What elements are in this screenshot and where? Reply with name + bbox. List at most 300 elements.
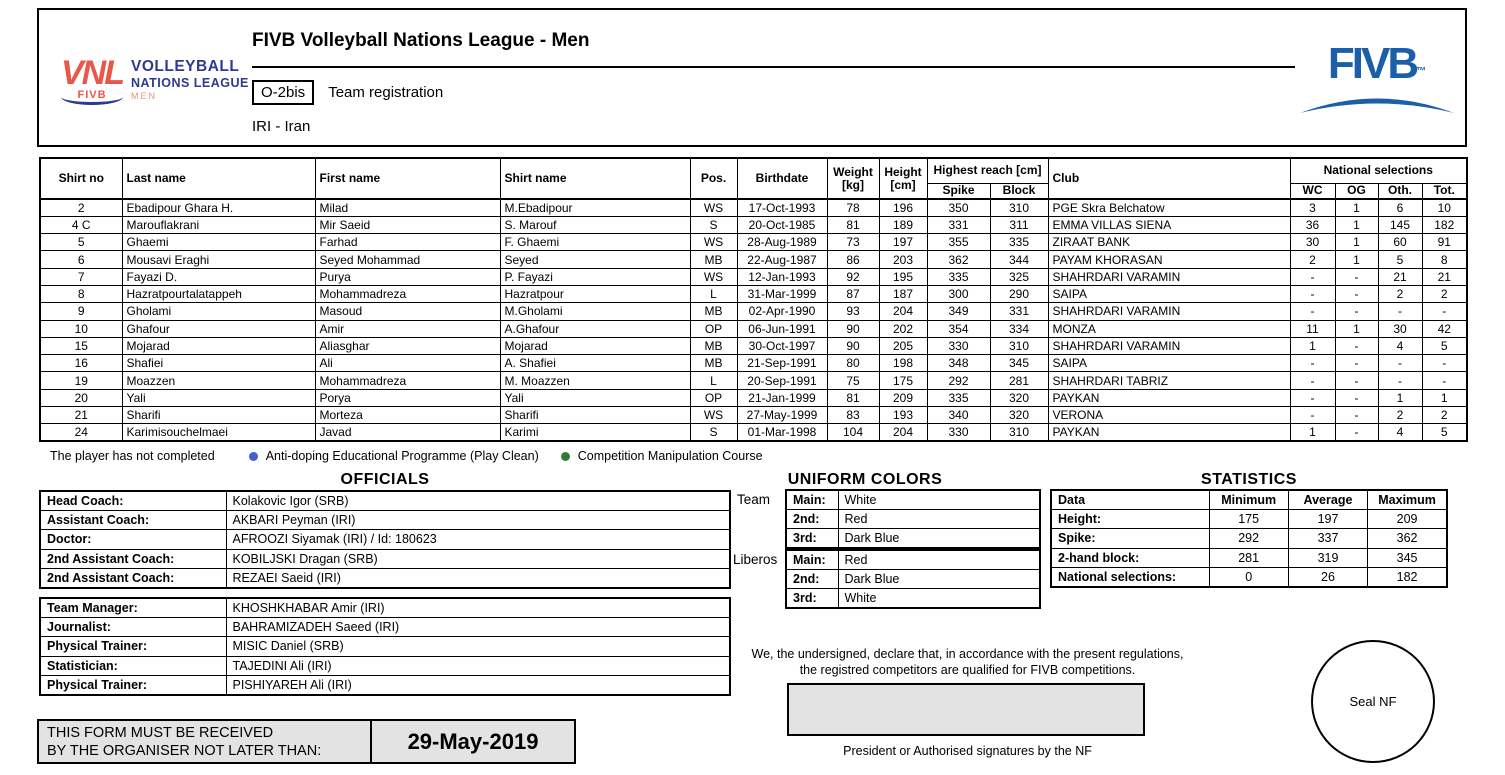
table-cell: 8 <box>1422 251 1467 268</box>
table-cell: 1 <box>1290 424 1335 441</box>
table-cell: Statistician: <box>40 656 226 675</box>
statistics-title: STATISTICS <box>1201 471 1297 488</box>
vnl-mark-icon: VNL <box>61 54 123 92</box>
table-cell: 81 <box>827 389 879 406</box>
table-cell: Hazratpour <box>500 285 690 302</box>
table-cell: 349 <box>927 303 990 320</box>
table-cell: 27-May-1999 <box>737 407 827 424</box>
table-cell: White <box>838 589 1040 608</box>
table-cell: MONZA <box>1048 320 1290 337</box>
table-row <box>40 617 730 636</box>
col-shirt-no: Shirt no <box>40 158 122 199</box>
table-row <box>786 550 1040 569</box>
declaration-text <box>735 646 1200 678</box>
table-cell: Team Manager: <box>40 598 226 617</box>
table-cell: Ghaemi <box>122 234 315 251</box>
table-cell: 3rd: <box>786 529 838 548</box>
table-cell: 12-Jan-1993 <box>737 268 827 285</box>
table-cell: Karimisouchelmaei <box>122 424 315 441</box>
table-cell: BAHRAMIZADEH Saeed (IRI) <box>226 617 730 636</box>
table-row <box>40 389 1467 406</box>
table-cell: - <box>1422 372 1467 389</box>
table-cell: 320 <box>990 407 1048 424</box>
statistics-tbody <box>1051 509 1447 587</box>
col-national-selections: National selections <box>1290 158 1467 183</box>
team-uniform-label: Team <box>737 492 771 507</box>
table-cell: 90 <box>827 320 879 337</box>
table-cell: 02-Apr-1990 <box>737 303 827 320</box>
table-cell: - <box>1335 337 1378 354</box>
table-cell: OP <box>690 320 737 337</box>
table-cell: 320 <box>990 389 1048 406</box>
table-cell: 5 <box>40 234 122 251</box>
table-cell: 21-Sep-1991 <box>737 355 827 372</box>
table-cell: - <box>1290 407 1335 424</box>
table-cell: Javad <box>315 424 500 441</box>
table-cell: Assistant Coach: <box>40 510 226 529</box>
table-cell: 330 <box>927 424 990 441</box>
table-row <box>786 490 1040 509</box>
table-cell: 1 <box>1290 337 1335 354</box>
table-cell: SAIPA <box>1048 355 1290 372</box>
table-cell: Yali <box>122 389 315 406</box>
table-cell: 91 <box>1422 234 1467 251</box>
table-cell: 6 <box>1378 199 1422 216</box>
table-row <box>40 234 1467 251</box>
table-cell: - <box>1335 355 1378 372</box>
vnl-wordmark-line3: MEN <box>131 91 157 101</box>
table-cell: Main: <box>786 490 838 509</box>
table-cell: KOBILJSKI Dragan (SRB) <box>226 549 730 568</box>
table-cell: 209 <box>879 389 927 406</box>
table-cell: OP <box>690 389 737 406</box>
table-cell: SHAHRDARI VARAMIN <box>1048 337 1290 354</box>
table-cell: SAIPA <box>1048 285 1290 302</box>
col-block: Block <box>990 183 1048 199</box>
table-cell: Red <box>838 509 1040 528</box>
table-cell: 335 <box>927 389 990 406</box>
table-cell: Morteza <box>315 407 500 424</box>
table-cell: MB <box>690 355 737 372</box>
table-cell: 319 <box>1288 548 1367 567</box>
table-cell: 2-hand block: <box>1051 548 1209 567</box>
table-cell: REZAEI Saeid (IRI) <box>226 569 730 588</box>
table-cell: Seyed Mohammad <box>315 251 500 268</box>
table-cell: WS <box>690 268 737 285</box>
table-cell: 28-Aug-1989 <box>737 234 827 251</box>
table-cell: - <box>1378 355 1422 372</box>
stats-col-maximum: Maximum <box>1368 490 1447 509</box>
table-cell: M.Gholami <box>500 303 690 320</box>
table-row <box>40 303 1467 320</box>
vnl-mark-column <box>61 54 123 105</box>
table-cell: 2nd: <box>786 509 838 528</box>
table-cell: 9 <box>40 303 122 320</box>
table-cell: 0 <box>1209 568 1288 587</box>
table-row <box>40 569 730 588</box>
table-cell: - <box>1422 303 1467 320</box>
col-last-name: Last name <box>122 158 315 199</box>
table-row <box>1051 548 1447 567</box>
vnl-wordmark-line1: VOLLEYBALL <box>131 58 240 75</box>
table-cell: 104 <box>827 424 879 441</box>
table-cell: 30-Oct-1997 <box>737 337 827 354</box>
table-cell: Mojarad <box>500 337 690 354</box>
liberos-uniform-table <box>785 549 1041 609</box>
players-table-header <box>40 158 1467 199</box>
table-row <box>40 407 1467 424</box>
table-cell: 90 <box>827 337 879 354</box>
table-cell: Mousavi Eraghi <box>122 251 315 268</box>
table-row <box>40 676 730 695</box>
table-cell: 5 <box>1422 424 1467 441</box>
table-row <box>40 355 1467 372</box>
table-cell: - <box>1335 303 1378 320</box>
declaration-line2: the registred competitors are qualified for FIVB competitions. <box>799 663 1136 677</box>
table-cell: Journalist: <box>40 617 226 636</box>
table-row <box>1051 509 1447 528</box>
table-cell: 362 <box>927 251 990 268</box>
table-cell: 24 <box>40 424 122 441</box>
table-cell: - <box>1290 372 1335 389</box>
signature-caption: President or Authorised signatures by the NF <box>843 744 1092 758</box>
table-cell: - <box>1335 285 1378 302</box>
col-weight-line1: Weight <box>833 164 873 179</box>
table-cell: Sharifi <box>122 407 315 424</box>
table-cell: 17-Oct-1993 <box>737 199 827 216</box>
table-cell: Main: <box>786 550 838 569</box>
table-cell: PGE Skra Belchatow <box>1048 199 1290 216</box>
table-cell: Mir Saeid <box>315 216 500 233</box>
table-cell: - <box>1335 389 1378 406</box>
liberos-uniform-label: Liberos <box>733 552 778 567</box>
table-cell: 202 <box>879 320 927 337</box>
stats-col-minimum: Minimum <box>1209 490 1288 509</box>
table-cell: 204 <box>879 303 927 320</box>
antidoping-dot-icon <box>249 452 258 461</box>
table-cell: 93 <box>827 303 879 320</box>
table-cell: - <box>1290 268 1335 285</box>
table-cell: - <box>1335 424 1378 441</box>
table-cell: Fayazi D. <box>122 268 315 285</box>
table-cell: 311 <box>990 216 1048 233</box>
table-cell: Masoud <box>315 303 500 320</box>
seal-nf-label: Seal NF <box>1349 694 1397 709</box>
table-cell: 209 <box>1368 509 1447 528</box>
table-cell: 75 <box>827 372 879 389</box>
table-cell: 21-Jan-1999 <box>737 389 827 406</box>
table-cell: 60 <box>1378 234 1422 251</box>
officials-title: OFFICIALS <box>340 471 430 488</box>
deadline-label-line1: THIS FORM MUST BE RECEIVED <box>47 725 274 741</box>
table-cell: Head Coach: <box>40 491 226 510</box>
table-row <box>40 199 1467 216</box>
table-row <box>40 424 1467 441</box>
table-cell: 1 <box>1422 389 1467 406</box>
table-cell: 2 <box>1290 251 1335 268</box>
table-cell: 7 <box>40 268 122 285</box>
title-divider <box>252 66 1295 68</box>
table-cell: 8 <box>40 285 122 302</box>
table-cell: 281 <box>990 372 1048 389</box>
table-cell: - <box>1290 285 1335 302</box>
table-cell: 345 <box>990 355 1048 372</box>
table-cell: Seyed <box>500 251 690 268</box>
table-row <box>1051 568 1447 587</box>
table-cell: 36 <box>1290 216 1335 233</box>
table-cell: 3rd: <box>786 589 838 608</box>
col-birthdate: Birthdate <box>737 158 827 199</box>
table-cell: Kolakovic Igor (SRB) <box>226 491 730 510</box>
table-cell: EMMA VILLAS SIENA <box>1048 216 1290 233</box>
table-cell: Doctor: <box>40 530 226 549</box>
table-cell: MB <box>690 303 737 320</box>
table-cell: 195 <box>879 268 927 285</box>
table-row <box>40 320 1467 337</box>
table-cell: Farhad <box>315 234 500 251</box>
table-cell: - <box>1378 303 1422 320</box>
table-cell: AFROOZI Siyamak (IRI) / Id: 180623 <box>226 530 730 549</box>
table-cell: 281 <box>1209 548 1288 567</box>
table-cell: - <box>1422 355 1467 372</box>
table-cell: M.Ebadipour <box>500 199 690 216</box>
table-cell: - <box>1290 303 1335 320</box>
table-cell: - <box>1335 372 1378 389</box>
table-row <box>40 268 1467 285</box>
table-cell: MB <box>690 337 737 354</box>
players-tbody <box>40 199 1467 441</box>
legend-item-antidoping: Anti-doping Educational Programme (Play Clean) <box>265 449 539 463</box>
table-cell: 344 <box>990 251 1048 268</box>
table-cell: 3 <box>1290 199 1335 216</box>
table-cell: Dark Blue <box>838 569 1040 588</box>
uniform-colors-title: UNIFORM COLORS <box>787 471 943 488</box>
deadline-date: 29-May-2019 <box>407 728 539 754</box>
officials-table-2 <box>39 597 731 696</box>
table-cell: 2nd Assistant Coach: <box>40 569 226 588</box>
table-cell: 01-Mar-1998 <box>737 424 827 441</box>
table-cell: Moazzen <box>122 372 315 389</box>
table-cell: 334 <box>990 320 1048 337</box>
table-cell: 337 <box>1288 529 1367 548</box>
col-og: OG <box>1335 183 1378 199</box>
table-cell: Physical Trainer: <box>40 676 226 695</box>
fivb-logo-word: FIVB™ <box>1327 39 1427 88</box>
table-cell: 331 <box>990 303 1048 320</box>
table-cell: Purya <box>315 268 500 285</box>
table-cell: Hazratpourtalatappeh <box>122 285 315 302</box>
col-oth: Oth. <box>1378 183 1422 199</box>
signature-box <box>787 683 1145 736</box>
trademark-symbol: ™ <box>1416 66 1427 77</box>
col-tot: Tot. <box>1422 183 1467 199</box>
table-cell: 80 <box>827 355 879 372</box>
table-cell: 1 <box>1335 199 1378 216</box>
table-cell: Milad <box>315 199 500 216</box>
players-table <box>39 157 1468 442</box>
table-cell: 350 <box>927 199 990 216</box>
table-cell: 204 <box>879 424 927 441</box>
table-row <box>40 285 1467 302</box>
table-cell: 92 <box>827 268 879 285</box>
table-cell: - <box>1335 407 1378 424</box>
table-cell: 175 <box>879 372 927 389</box>
col-wc: WC <box>1290 183 1335 199</box>
table-cell: 11 <box>1290 320 1335 337</box>
table-cell: VERONA <box>1048 407 1290 424</box>
table-cell: 2nd Assistant Coach: <box>40 549 226 568</box>
table-cell: 348 <box>927 355 990 372</box>
table-cell: Height: <box>1051 509 1209 528</box>
table-row <box>40 510 730 529</box>
table-cell: 335 <box>927 268 990 285</box>
deadline-label <box>39 721 372 762</box>
col-height-line2: [cm] <box>890 177 916 192</box>
table-cell: 2 <box>1378 285 1422 302</box>
table-cell: PAYAM KHORASAN <box>1048 251 1290 268</box>
table-row <box>40 637 730 656</box>
stats-col-data: Data <box>1051 490 1209 509</box>
table-cell: 2 <box>1422 407 1467 424</box>
table-cell: 30 <box>1290 234 1335 251</box>
table-cell: ZIRAAT BANK <box>1048 234 1290 251</box>
table-row <box>40 491 730 510</box>
table-cell: 6 <box>40 251 122 268</box>
table-cell: 5 <box>1378 251 1422 268</box>
header-box <box>37 8 1467 147</box>
table-cell: MISIC Daniel (SRB) <box>226 637 730 656</box>
table-cell: SHAHRDARI VARAMIN <box>1048 268 1290 285</box>
table-cell: 73 <box>827 234 879 251</box>
fivb-logo <box>1297 39 1457 121</box>
table-cell: 26 <box>1288 568 1367 587</box>
table-cell: S <box>690 424 737 441</box>
deadline-label-line2: BY THE ORGANISER NOT LATER THAN: <box>47 743 322 759</box>
table-cell: S. Marouf <box>500 216 690 233</box>
vnl-fivb-label: FIVB <box>61 89 123 105</box>
table-cell: Shafiei <box>122 355 315 372</box>
table-cell: 1 <box>1335 320 1378 337</box>
table-row <box>40 656 730 675</box>
table-row <box>40 251 1467 268</box>
table-cell: A.Ghafour <box>500 320 690 337</box>
col-shirt-name: Shirt name <box>500 158 690 199</box>
table-cell: 42 <box>1422 320 1467 337</box>
vnl-wordmark <box>131 58 249 101</box>
table-row <box>40 549 730 568</box>
table-cell: Amir <box>315 320 500 337</box>
table-row <box>40 372 1467 389</box>
table-cell: L <box>690 372 737 389</box>
table-cell: 15 <box>40 337 122 354</box>
table-cell: 292 <box>1209 529 1288 548</box>
table-cell: 197 <box>879 234 927 251</box>
table-cell: 310 <box>990 337 1048 354</box>
table-cell: A. Shafiei <box>500 355 690 372</box>
table-cell: 1 <box>1378 389 1422 406</box>
col-height <box>879 158 927 199</box>
table-cell: 354 <box>927 320 990 337</box>
table-cell: Red <box>838 550 1040 569</box>
manipulation-dot-icon <box>561 452 570 461</box>
table-cell: Physical Trainer: <box>40 637 226 656</box>
team-uniform-table <box>785 489 1041 549</box>
table-row <box>40 530 730 549</box>
statistics-header <box>1051 490 1447 509</box>
table-cell: 197 <box>1288 509 1367 528</box>
table-cell: Karimi <box>500 424 690 441</box>
col-weight <box>827 158 879 199</box>
table-cell: 340 <box>927 407 990 424</box>
table-cell: P. Fayazi <box>500 268 690 285</box>
form-code-box: O-2bis <box>252 80 314 105</box>
legend-prefix: The player has not completed <box>50 449 215 463</box>
fivb-swoosh-icon <box>1297 92 1457 116</box>
table-cell: Ebadipour Ghara H. <box>122 199 315 216</box>
table-cell: Porya <box>315 389 500 406</box>
table-cell: 205 <box>879 337 927 354</box>
seal-nf-circle <box>1311 640 1435 763</box>
table-cell: TAJEDINI Ali (IRI) <box>226 656 730 675</box>
col-weight-line2: [kg] <box>842 177 864 192</box>
table-cell: 30 <box>1378 320 1422 337</box>
table-cell: 16 <box>40 355 122 372</box>
table-cell: Ali <box>315 355 500 372</box>
table-cell: 2nd: <box>786 569 838 588</box>
table-cell: - <box>1290 355 1335 372</box>
page-title: FIVB Volleyball Nations League - Men <box>252 30 590 51</box>
table-cell: 300 <box>927 285 990 302</box>
table-cell: 310 <box>990 424 1048 441</box>
table-cell: Mohammadreza <box>315 372 500 389</box>
table-cell: 2 <box>40 199 122 216</box>
table-cell: S <box>690 216 737 233</box>
legend-item-manipulation: Competition Manipulation Course <box>577 449 763 463</box>
table-cell: Marouflakrani <box>122 216 315 233</box>
team-name: IRI - Iran <box>252 118 311 135</box>
col-pos: Pos. <box>690 158 737 199</box>
table-cell: 2 <box>1378 407 1422 424</box>
form-line <box>252 80 443 105</box>
table-cell: WS <box>690 199 737 216</box>
table-cell: Aliasghar <box>315 337 500 354</box>
table-cell: 87 <box>827 285 879 302</box>
table-cell: PAYKAN <box>1048 424 1290 441</box>
table-cell: - <box>1335 268 1378 285</box>
declaration-line1: We, the undersigned, declare that, in accordance with the present regulations, <box>751 647 1184 661</box>
table-cell: 20 <box>40 389 122 406</box>
table-cell: 330 <box>927 337 990 354</box>
table-cell: WS <box>690 234 737 251</box>
table-cell: National selections: <box>1051 568 1209 587</box>
table-cell: 21 <box>40 407 122 424</box>
table-cell: Ghafour <box>122 320 315 337</box>
table-cell: 19 <box>40 372 122 389</box>
table-cell: 78 <box>827 199 879 216</box>
table-cell: 5 <box>1422 337 1467 354</box>
table-cell: 4 <box>1378 424 1422 441</box>
table-row <box>786 509 1040 528</box>
table-cell: F. Ghaemi <box>500 234 690 251</box>
table-cell: 355 <box>927 234 990 251</box>
table-cell: 198 <box>879 355 927 372</box>
table-cell: Yali <box>500 389 690 406</box>
table-cell: Mohammadreza <box>315 285 500 302</box>
table-cell: 203 <box>879 251 927 268</box>
table-cell: KHOSHKHABAR Amir (IRI) <box>226 598 730 617</box>
table-cell: 362 <box>1368 529 1447 548</box>
table-cell: 4 C <box>40 216 122 233</box>
